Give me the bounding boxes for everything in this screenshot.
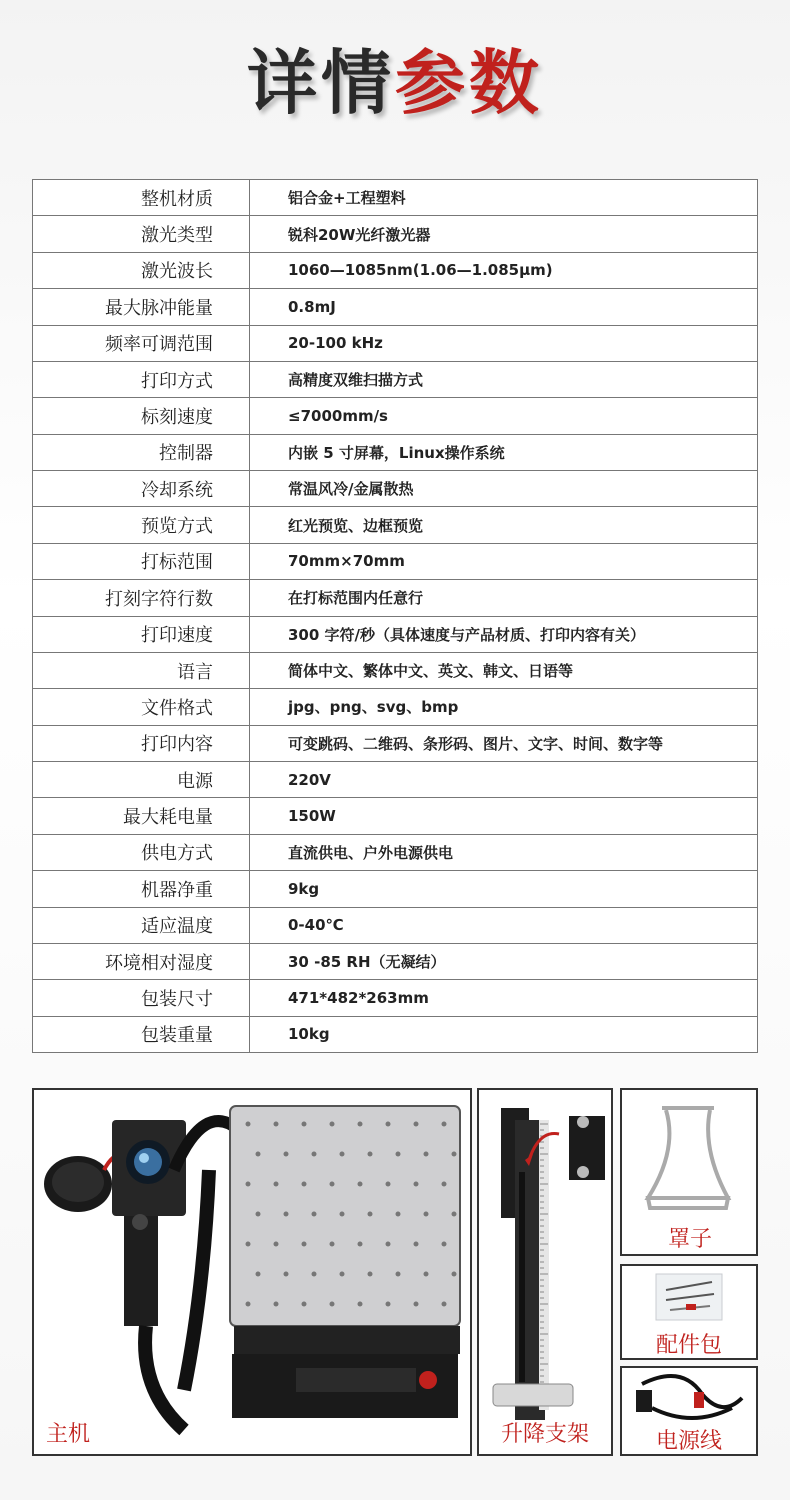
spec-label: 电源 [33, 762, 250, 798]
spec-value: 9kg [250, 871, 758, 907]
spec-table [32, 179, 758, 1053]
spec-row [33, 434, 758, 470]
spec-value: 内嵌 5 寸屏幕，Linux操作系统 [250, 434, 758, 470]
spec-value: 10kg [250, 1016, 758, 1052]
spec-value: 300 字符/秒（具体速度与产品材质、打印内容有关） [250, 616, 758, 652]
spec-label: 机器净重 [33, 871, 250, 907]
spec-row [33, 652, 758, 688]
spec-value: 高精度双维扫描方式 [250, 361, 758, 397]
spec-row [33, 616, 758, 652]
spec-row [33, 289, 758, 325]
spec-row [33, 471, 758, 507]
spec-row [33, 798, 758, 834]
spec-row [33, 325, 758, 361]
spec-row [33, 980, 758, 1016]
cover-caption: 罩子 [668, 1227, 713, 1252]
spec-row [33, 216, 758, 252]
spec-label: 打刻字符行数 [33, 580, 250, 616]
spec-value: 铝合金+工程塑料 [250, 180, 758, 216]
spec-label: 包装重量 [33, 1016, 250, 1052]
spec-label: 语言 [33, 652, 250, 688]
accessories-caption: 配件包 [656, 1333, 723, 1358]
stand-image [479, 1090, 611, 1454]
spec-row [33, 252, 758, 288]
spec-row [33, 507, 758, 543]
spec-value: 0.8mJ [250, 289, 758, 325]
spec-label: 最大耗电量 [33, 798, 250, 834]
spec-value: 直流供电、户外电源供电 [250, 834, 758, 870]
spec-label: 适应温度 [33, 907, 250, 943]
spec-row [33, 543, 758, 579]
spec-label: 打印内容 [33, 725, 250, 761]
spec-value: jpg、png、svg、bmp [250, 689, 758, 725]
spec-label: 供电方式 [33, 834, 250, 870]
spec-label: 包装尺寸 [33, 980, 250, 1016]
spec-value: 简体中文、繁体中文、英文、韩文、日语等 [250, 652, 758, 688]
accessories-panel [620, 1264, 758, 1360]
spec-row [33, 361, 758, 397]
spec-value: 150W [250, 798, 758, 834]
spec-row [33, 907, 758, 943]
spec-value: 30 -85 RH（无凝结） [250, 943, 758, 979]
main-unit-caption: 主机 [46, 1422, 91, 1447]
spec-label: 文件格式 [33, 689, 250, 725]
spec-value: 锐科20W光纤激光器 [250, 216, 758, 252]
spec-label: 激光波长 [33, 252, 250, 288]
spec-value: 0-40℃ [250, 907, 758, 943]
title-part-1: 详情 [247, 41, 395, 124]
spec-label: 激光类型 [33, 216, 250, 252]
spec-row [33, 580, 758, 616]
spec-row [33, 1016, 758, 1052]
spec-label: 环境相对湿度 [33, 943, 250, 979]
spec-value: ≤7000mm/s [250, 398, 758, 434]
spec-label: 打印速度 [33, 616, 250, 652]
spec-label: 预览方式 [33, 507, 250, 543]
spec-value: 在打标范围内任意行 [250, 580, 758, 616]
spec-row [33, 762, 758, 798]
cable-panel [620, 1366, 758, 1456]
spec-label: 频率可调范围 [33, 325, 250, 361]
spec-label: 标刻速度 [33, 398, 250, 434]
main-unit-image [34, 1090, 470, 1454]
stand-panel [477, 1088, 613, 1456]
spec-label: 最大脉冲能量 [33, 289, 250, 325]
spec-label: 控制器 [33, 434, 250, 470]
title-part-2: 参数 [395, 41, 543, 124]
spec-value: 常温风冷/金属散热 [250, 471, 758, 507]
spec-row [33, 689, 758, 725]
spec-value: 1060—1085nm(1.06—1.085μm) [250, 252, 758, 288]
cable-caption: 电源线 [656, 1429, 723, 1454]
spec-row [33, 871, 758, 907]
spec-value: 471*482*263mm [250, 980, 758, 1016]
spec-label: 打印方式 [33, 361, 250, 397]
spec-label: 冷却系统 [33, 471, 250, 507]
page-title [0, 38, 790, 128]
cover-panel [620, 1088, 758, 1256]
spec-row [33, 834, 758, 870]
spec-value: 可变跳码、二维码、条形码、图片、文字、时间、数字等 [250, 725, 758, 761]
spec-row [33, 725, 758, 761]
spec-value: 20-100 kHz [250, 325, 758, 361]
stand-caption: 升降支架 [501, 1422, 590, 1447]
spec-row [33, 180, 758, 216]
spec-label: 整机材质 [33, 180, 250, 216]
main-unit-panel [32, 1088, 472, 1456]
spec-label: 打标范围 [33, 543, 250, 579]
spec-value: 220V [250, 762, 758, 798]
spec-row [33, 943, 758, 979]
spec-value: 70mm×70mm [250, 543, 758, 579]
spec-row [33, 398, 758, 434]
spec-value: 红光预览、边框预览 [250, 507, 758, 543]
